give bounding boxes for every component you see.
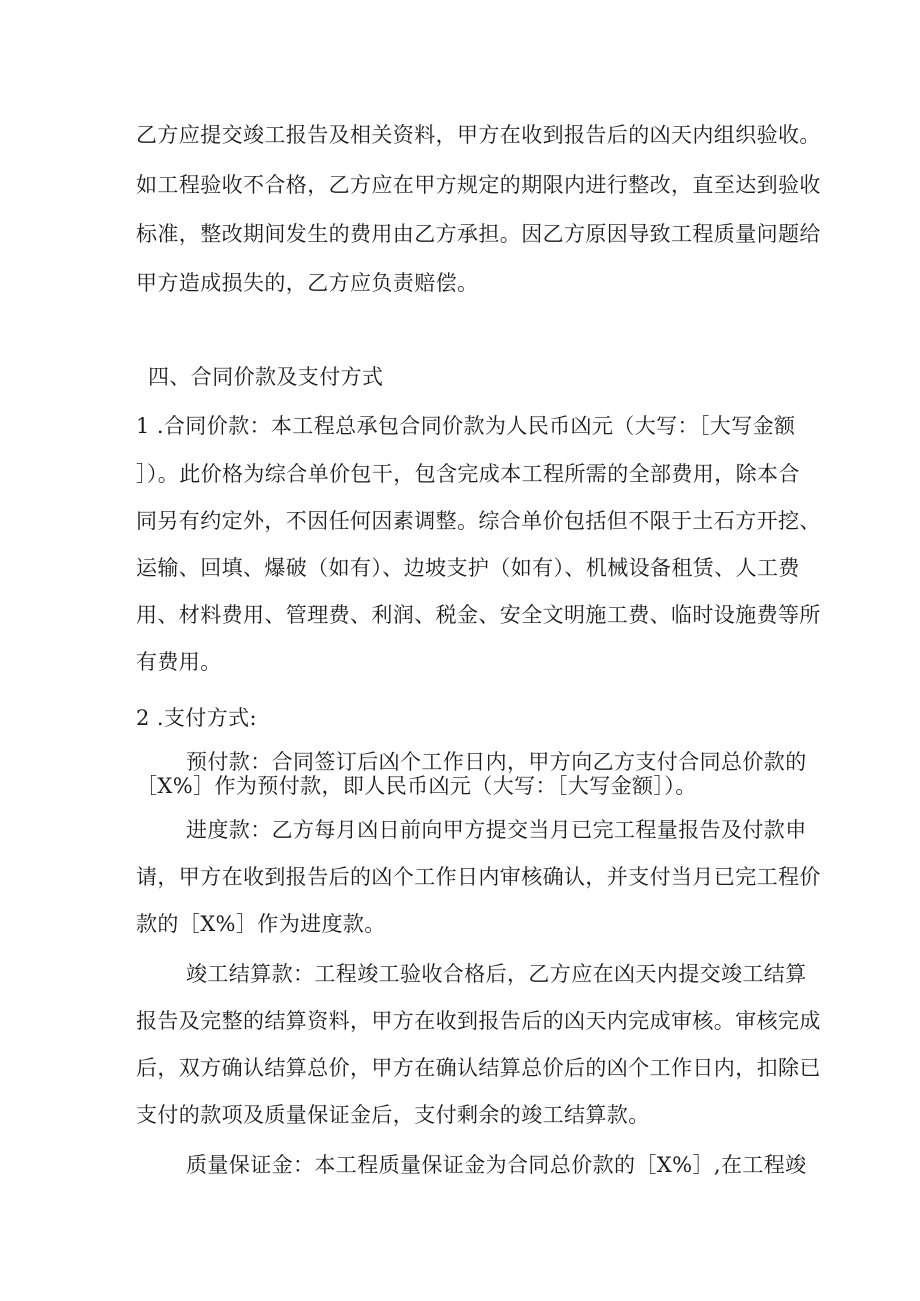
- item1-line-6: 有费用。: [136, 650, 222, 674]
- item1-line-4: 运输、回填、爆破（如有）、边坡支护（如有）、机械设备租赁、人工费: [136, 556, 800, 580]
- advance-payment-line-2: ［X%］作为预付款，即人民币凶元（大写：［大写金额］）。: [136, 774, 697, 798]
- item1-line-2: ］）。此价格为综合单价包干，包含完成本工程所需的全部费用，除本合: [136, 462, 800, 486]
- advance-payment-line-1: 预付款：合同签订后凶个工作日内，甲方向乙方支付合同总价款的: [186, 750, 807, 774]
- progress-payment-line-3: 款的［X%］作为进度款。: [136, 912, 386, 936]
- item2-heading: 2 .支付方式:: [136, 706, 257, 730]
- acceptance-line-4: 甲方造成损失的，乙方应负责赔偿。: [136, 271, 479, 295]
- progress-payment-line-1: 进度款：乙方每月凶日前向甲方提交当月已完工程量报告及付款申: [186, 818, 807, 842]
- final-settlement-line-4: 支付的款项及质量保证金后，支付剩余的竣工结算款。: [136, 1103, 650, 1127]
- progress-payment-line-2: 请，甲方在收到报告后的凶个工作日内审核确认，并支付当月已完工程价: [136, 865, 821, 889]
- item1-line-3: 同另有约定外，不因任何因素调整。综合单价包括但不限于土石方开挖、: [136, 509, 821, 533]
- acceptance-line-1: 乙方应提交竣工报告及相关资料，甲方在收到报告后的凶天内组织验收。: [136, 123, 821, 147]
- section-heading: 四、合同价款及支付方式: [148, 365, 384, 389]
- acceptance-line-2: 如工程验收不合格，乙方应在甲方规定的期限内进行整改，直至达到验收: [136, 173, 821, 197]
- final-settlement-line-2: 报告及完整的结算资料，甲方在收到报告后的凶天内完成审核。审核完成: [136, 1009, 821, 1033]
- quality-deposit-line-1: 质量保证金：本工程质量保证金为合同总价款的［X%］,在工程竣: [186, 1153, 807, 1177]
- item1-line-5: 用、材料费用、管理费、利润、税金、安全文明施工费、临时设施费等所: [136, 603, 821, 627]
- item1-line-1: 1 .合同价款：本工程总承包合同价款为人民币凶元（大写：［大写金额: [136, 414, 796, 438]
- final-settlement-line-3: 后，双方确认结算总价，甲方在确认结算总价后的凶个工作日内，扣除已: [136, 1056, 821, 1080]
- final-settlement-line-1: 竣工结算款：工程竣工验收合格后，乙方应在凶天内提交竣工结算: [186, 962, 807, 986]
- acceptance-line-3: 标准，整改期间发生的费用由乙方承担。因乙方原因导致工程质量问题给: [136, 222, 821, 246]
